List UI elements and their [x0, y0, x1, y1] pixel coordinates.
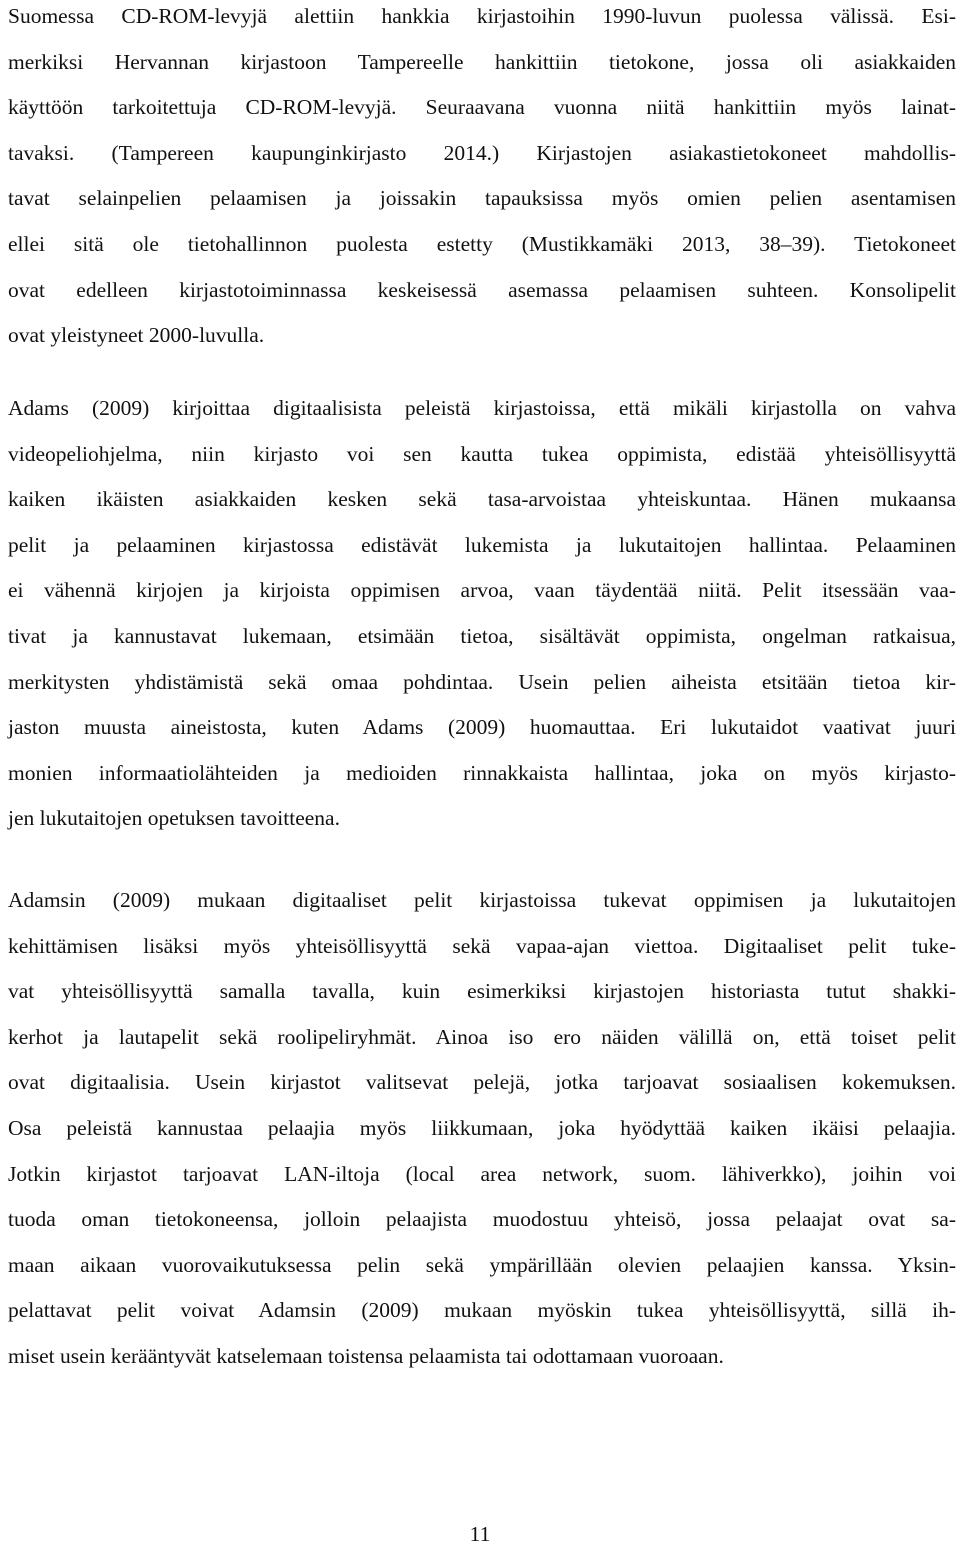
text-line: kerhot ja lautapelit sekä roolipeliryhmät. Ainoa iso ero näiden välillä on, että toiset pelit: [8, 1024, 956, 1049]
text-line: videopeliohjelma, niin kirjasto voi sen kautta tukea oppimista, edistää yhteisöllisyyttä: [8, 441, 956, 466]
text-line: Osa peleistä kannustaa pelaajia myös liikkumaan, joka hyödyttää kaiken ikäisi pelaajia.: [8, 1115, 956, 1140]
text-line: käyttöön tarkoitettuja CD-ROM-levyjä. Seuraavana vuonna niitä hankittiin myös lainat-: [8, 95, 956, 120]
text-line: monien informaatiolähteiden ja medioiden rinnakkaista hallintaa, joka on myös kirjasto-: [8, 760, 956, 785]
paragraph-2: [8, 386, 956, 842]
text-line: merkitysten yhdistämistä sekä omaa pohdintaa. Usein pelien aiheista etsitään tietoa kir-: [8, 669, 956, 694]
text-line: tavaksi. (Tampereen kaupunginkirjasto 2014.) Kirjastojen asiakastietokoneet mahdollis-: [8, 140, 956, 165]
text-line: pelit ja pelaaminen kirjastossa edistävät lukemista ja lukutaitojen hallintaa. Pelaaminen: [8, 532, 956, 557]
text-line: kehittämisen lisäksi myös yhteisöllisyyttä sekä vapaa-ajan viettoa. Digitaaliset pelit tuke-: [8, 933, 956, 958]
text-line: ellei sitä ole tietohallinnon puolesta estetty (Mustikkamäki 2013, 38–39). Tietokoneet: [8, 231, 956, 256]
text-line: ei vähennä kirjojen ja kirjoista oppimisen arvoa, vaan täydentää niitä. Pelit itsessään vaa-: [8, 578, 956, 603]
text-line: kaiken ikäisten asiakkaiden kesken sekä tasa-arvoistaa yhteiskuntaa. Hänen mukaansa: [8, 487, 956, 512]
text-line: jen lukutaitojen opetuksen tavoitteena.: [8, 806, 340, 831]
text-line: Suomessa CD-ROM-levyjä alettiin hankkia kirjastoihin 1990-luvun puolessa välissä. Esi-: [8, 4, 956, 28]
text-line: tavat selainpelien pelaamisen ja joissakin tapauksissa myös omien pelien asentamisen: [8, 186, 956, 211]
paragraph-1: [8, 0, 956, 359]
text-line: miset usein kerääntyvät katselemaan toistensa pelaamista tai odottamaan vuoroaan.: [8, 1343, 724, 1368]
text-line: maan aikaan vuorovaikutuksessa pelin sekä ympärillään olevien pelaajien kanssa. Yksin-: [8, 1252, 956, 1277]
page-number: 11: [469, 1522, 491, 1546]
paragraph-3: [8, 878, 956, 1380]
text-line: Adams (2009) kirjoittaa digitaalisista peleistä kirjastoissa, että mikäli kirjastolla on vahva: [8, 396, 956, 420]
text-line: Adamsin (2009) mukaan digitaaliset pelit kirjastoissa tukevat oppimisen ja lukutaitojen: [8, 888, 956, 912]
text-line: tivat ja kannustavat lukemaan, etsimään tietoa, sisältävät oppimista, ongelman ratkaisua,: [8, 623, 956, 648]
text-line: ovat edelleen kirjastotoiminnassa keskeisessä asemassa pelaamisen suhteen. Konsolipelit: [8, 277, 956, 302]
text-line: jaston muusta aineistosta, kuten Adams (2009) huomauttaa. Eri lukutaidot vaativat juuri: [8, 715, 956, 740]
text-line: merkiksi Hervannan kirjastoon Tampereelle hankittiin tietokone, jossa oli asiakkaiden: [8, 49, 956, 74]
text-line: vat yhteisöllisyyttä samalla tavalla, kuin esimerkiksi kirjastojen historiasta tutut shakki-: [8, 979, 956, 1004]
text-line: ovat yleistyneet 2000-luvulla.: [8, 323, 265, 348]
text-line: ovat digitaalisia. Usein kirjastot valitsevat pelejä, jotka tarjoavat sosiaalisen kokemuksen.: [8, 1070, 956, 1095]
text-line: Jotkin kirjastot tarjoavat LAN-iltoja (local area network, suom. lähiverkko), joihin voi: [8, 1161, 956, 1186]
text-line: pelattavat pelit voivat Adamsin (2009) mukaan myöskin tukea yhteisöllisyyttä, sillä ih-: [8, 1298, 956, 1323]
text-line: tuoda oman tietokoneensa, jolloin pelaajista muodostuu yhteisö, jossa pelaajat ovat sa-: [8, 1207, 956, 1232]
